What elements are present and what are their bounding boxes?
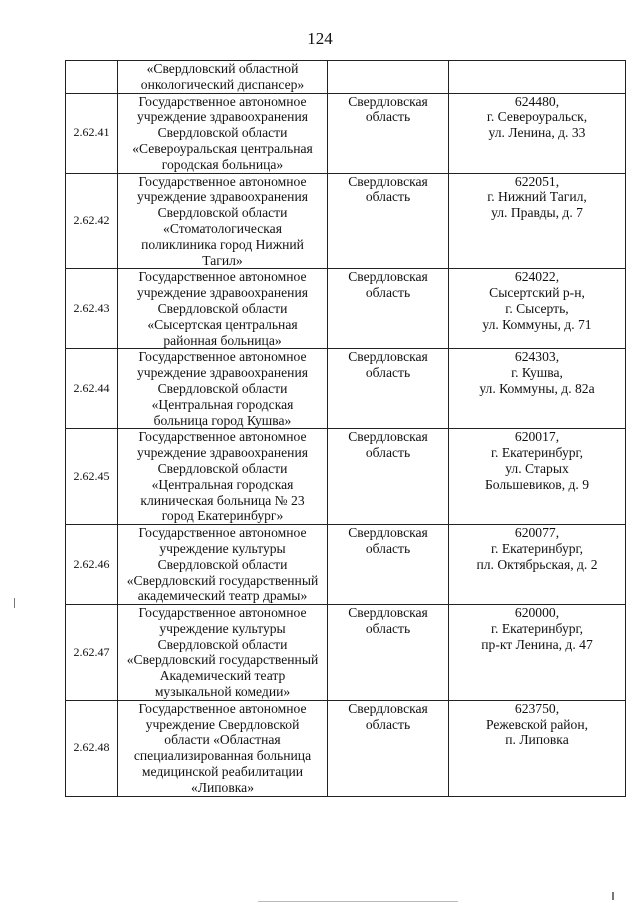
row-number: 2.62.48 — [66, 700, 118, 796]
region-line: область — [365, 540, 411, 556]
table-body — [66, 61, 626, 797]
institution-name-line: Свердловской области — [157, 380, 288, 396]
region-line: Свердловская — [348, 605, 428, 621]
institution-name-line: учреждение культуры — [159, 540, 286, 556]
table-row — [66, 349, 626, 429]
institution-name-line: Государственное автономное — [138, 173, 307, 189]
address-line: г. Сысерть, — [505, 300, 569, 316]
institution-name-line: «Свердловский государственный — [126, 572, 319, 588]
institution-name-cell — [118, 429, 328, 525]
region-cell — [328, 700, 449, 796]
institution-name-line: учреждение Свердловской — [145, 716, 300, 732]
institution-name-line: Государственное автономное — [138, 605, 307, 621]
address-line: г. Екатеринбург, — [491, 445, 583, 461]
region-cell — [328, 349, 449, 429]
institution-name-line: Государственное автономное — [138, 349, 307, 365]
region-line: область — [365, 445, 411, 461]
institution-name-line: Государственное автономное — [138, 700, 307, 716]
institution-name-line: специализированная больница — [133, 748, 312, 764]
table-row — [66, 61, 626, 94]
institution-name-line: Государственное автономное — [138, 269, 307, 285]
institution-name-line: учреждение здравоохранения — [137, 365, 308, 381]
address-line: ул. Коммуны, д. 82а — [479, 380, 595, 396]
address-cell — [449, 349, 626, 429]
address-cell — [449, 173, 626, 269]
address-line: 622051, — [514, 173, 560, 189]
region-line: область — [365, 189, 411, 205]
address-line: Режевской район, — [486, 716, 588, 732]
institution-name-line: музыкальной комедии» — [154, 684, 291, 700]
region-line: Свердловская — [348, 269, 428, 285]
address-cell — [449, 700, 626, 796]
address-cell — [449, 269, 626, 349]
region-line: Свердловская — [348, 349, 428, 365]
row-number: 2.62.44 — [66, 349, 118, 429]
institution-name-line: учреждение здравоохранения — [137, 445, 308, 461]
region-line: область — [365, 365, 411, 381]
address-line: г. Нижний Тагил, — [487, 189, 587, 205]
address-line: 620000, — [514, 605, 560, 621]
institution-name-line: клиническая больница № 23 — [140, 492, 305, 508]
institution-name-line: Свердловской области — [157, 125, 288, 141]
institution-name-line: «Свердловский государственный — [126, 652, 319, 668]
institution-name-line: онкологический диспансер» — [140, 76, 305, 92]
table-row — [66, 429, 626, 525]
institution-name-line: «Стоматологическая — [163, 220, 282, 236]
address-cell — [449, 525, 626, 605]
region-line: Свердловская — [348, 700, 428, 716]
region-line: область — [365, 716, 411, 732]
address-line: Большевиков, д. 9 — [484, 476, 590, 492]
institution-name-cell — [118, 349, 328, 429]
institution-name-line: Государственное автономное — [138, 525, 307, 541]
institution-name-cell — [118, 61, 328, 94]
address-line: ул. Старых — [505, 460, 569, 476]
row-number — [66, 61, 118, 94]
scan-mark — [612, 892, 614, 900]
institution-name-line: Свердловской области — [157, 300, 288, 316]
region-cell — [328, 525, 449, 605]
address-line: г. Североуральск, — [486, 109, 588, 125]
region-cell — [328, 61, 449, 94]
region-line: Свердловская — [348, 173, 428, 189]
institution-name-cell — [118, 269, 328, 349]
address-line: пл. Октябрьская, д. 2 — [476, 556, 598, 572]
page-number: 124 — [307, 29, 333, 48]
row-number: 2.62.42 — [66, 173, 118, 269]
institution-name-line: академический театр драмы» — [137, 588, 308, 604]
row-number: 2.62.46 — [66, 525, 118, 605]
scan-mark — [14, 598, 15, 608]
institution-name-cell — [118, 93, 328, 173]
row-number: 2.62.47 — [66, 605, 118, 701]
institution-name-line: учреждение культуры — [159, 620, 286, 636]
institution-name-line: Свердловской области — [157, 205, 288, 221]
institution-name-line: районная больница» — [163, 332, 282, 348]
institution-name-line: «Липовка» — [190, 779, 254, 795]
institution-name-line: области «Областная — [164, 732, 281, 748]
address-line: ул. Правды, д. 7 — [491, 205, 583, 221]
scan-mark — [258, 901, 458, 902]
institution-name-line: «Сысертская центральная — [147, 316, 298, 332]
address-line: г. Кушва, — [511, 365, 563, 381]
row-number: 2.62.45 — [66, 429, 118, 525]
region-line: Свердловская — [348, 525, 428, 541]
institution-name-line: Свердловской области — [157, 556, 288, 572]
region-cell — [328, 269, 449, 349]
address-cell — [449, 605, 626, 701]
institution-name-cell — [118, 525, 328, 605]
institutions-table — [65, 60, 626, 797]
institution-name-line: «Североуральская центральная — [132, 140, 313, 156]
institution-name-line: Свердловской области — [157, 460, 288, 476]
institution-name-line: больница город Кушва» — [153, 412, 292, 428]
institution-name-line: Государственное автономное — [138, 429, 307, 445]
address-line: г. Екатеринбург, — [491, 540, 583, 556]
address-line: п. Липовка — [505, 732, 569, 748]
address-cell — [449, 429, 626, 525]
institution-name-line: городская больница» — [161, 156, 284, 172]
address-line: ул. Коммуны, д. 71 — [482, 316, 592, 332]
address-line: 620017, — [514, 429, 560, 445]
region-line: область — [365, 109, 411, 125]
address-line: 623750, — [514, 700, 560, 716]
region-cell — [328, 605, 449, 701]
region-cell — [328, 93, 449, 173]
institution-name-line: «Центральная городская — [151, 476, 294, 492]
address-cell — [449, 93, 626, 173]
institution-name-line: город Екатеринбург» — [161, 508, 284, 524]
region-cell — [328, 173, 449, 269]
institution-name-line: Государственное автономное — [138, 93, 307, 109]
address-line: г. Екатеринбург, — [491, 620, 583, 636]
institution-name-line: медицинской реабилитации — [141, 764, 304, 780]
address-cell — [449, 61, 626, 94]
institution-name-line: поликлиника город Нижний — [141, 236, 304, 252]
institution-name-line: Тагил» — [202, 252, 243, 268]
table-row — [66, 700, 626, 796]
region-line: Свердловская — [348, 429, 428, 445]
address-line: 624303, — [514, 349, 560, 365]
address-line: 620077, — [514, 525, 560, 541]
table-row — [66, 269, 626, 349]
region-line: область — [365, 285, 411, 301]
institution-name-line: учреждение здравоохранения — [137, 109, 308, 125]
address-line: Сысертский р-н, — [489, 285, 585, 301]
institution-name-line: «Свердловский областной — [146, 61, 299, 76]
address-line: пр-кт Ленина, д. 47 — [481, 636, 593, 652]
institution-name-line: «Центральная городская — [151, 396, 294, 412]
region-cell — [328, 429, 449, 525]
row-number: 2.62.41 — [66, 93, 118, 173]
region-line: Свердловская — [348, 93, 428, 109]
institution-name-line: Свердловской области — [157, 636, 288, 652]
table-row — [66, 605, 626, 701]
region-line: область — [365, 620, 411, 636]
table-row — [66, 93, 626, 173]
institution-name-line: учреждение здравоохранения — [137, 285, 308, 301]
institution-name-cell — [118, 700, 328, 796]
institution-name-cell — [118, 173, 328, 269]
address-line: 624480, — [514, 93, 560, 109]
institution-name-line: учреждение здравоохранения — [137, 189, 308, 205]
institution-name-line: Академический театр — [159, 668, 286, 684]
address-line: ул. Ленина, д. 33 — [488, 125, 586, 141]
address-line: 624022, — [514, 269, 560, 285]
table-row — [66, 525, 626, 605]
table-row — [66, 173, 626, 269]
institution-name-cell — [118, 605, 328, 701]
row-number: 2.62.43 — [66, 269, 118, 349]
